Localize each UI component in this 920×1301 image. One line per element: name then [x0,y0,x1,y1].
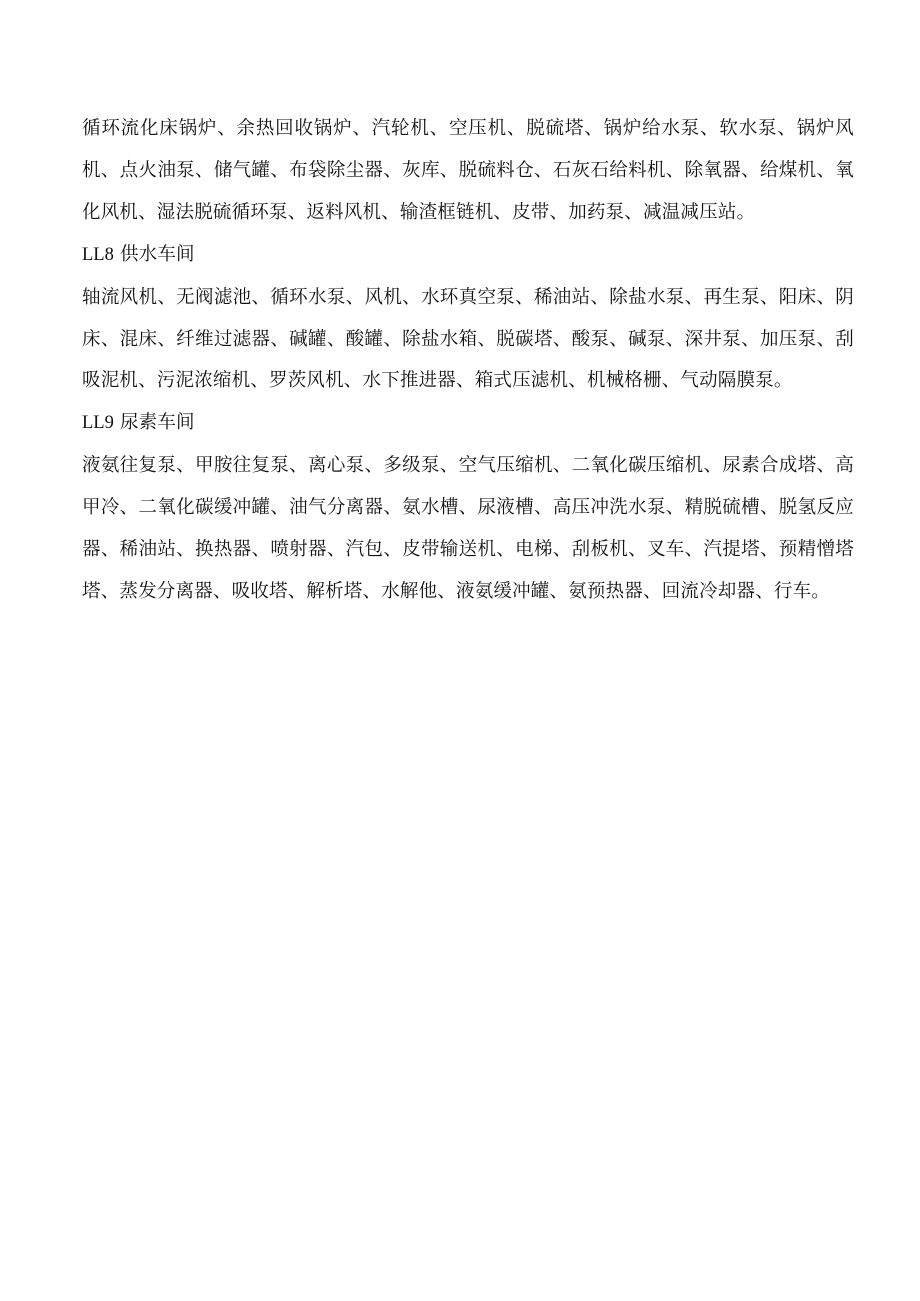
document-body [82,108,854,613]
section-heading-ll8 [82,234,854,277]
equipment-list-paragraph-3: 液氨往复泵、甲胺往复泵、离心泵、多级泵、空气压缩机、二氧化碳压缩机、尿素合成塔、高甲冷、二氧化碳缓冲罐、油气分离器、氨水槽、尿液槽、高压冲洗水泵、精脱硫槽、脱氢反应器、稀油站、换热器、喷射器、汽包、皮带输送机、电梯、刮板机、叉车、汽提塔、预精憎塔塔、蒸发分离器、吸收塔、解析塔、水解他、液氨缓冲罐、氨预热器、回流冷却器、行车。 [82,455,854,602]
equipment-list-paragraph-2: 轴流风机、无阀滤池、循环水泵、风机、水环真空泵、稀油站、除盐水泵、再生泵、阳床、阴床、混床、纤维过滤器、碱罐、酸罐、除盐水箱、脱碳塔、酸泵、碱泵、深井泵、加压泵、刮吸泥机、污泥浓缩机、罗茨风机、水下推进器、箱式压滤机、机械格栅、气动隔膜泵。 [82,286,854,392]
section-code-ll9: LL9 [82,413,114,434]
section-title-ll9: 尿素车间 [119,412,195,434]
section-code-ll8: LL8 [82,244,114,265]
section-heading-ll9 [82,402,854,445]
equipment-list-paragraph-1: 循环流化床锅炉、余热回收锅炉、汽轮机、空压机、脱硫塔、锅炉给水泵、软水泵、锅炉风机、点火油泵、储气罐、布袋除尘器、灰库、脱硫料仓、石灰石给料机、除氧器、给煤机、氧化风机、湿法脱硫循环泵、返料风机、输渣框链机、皮带、加药泵、减温减压站。 [82,118,854,223]
section-title-ll8: 供水车间 [119,243,195,265]
